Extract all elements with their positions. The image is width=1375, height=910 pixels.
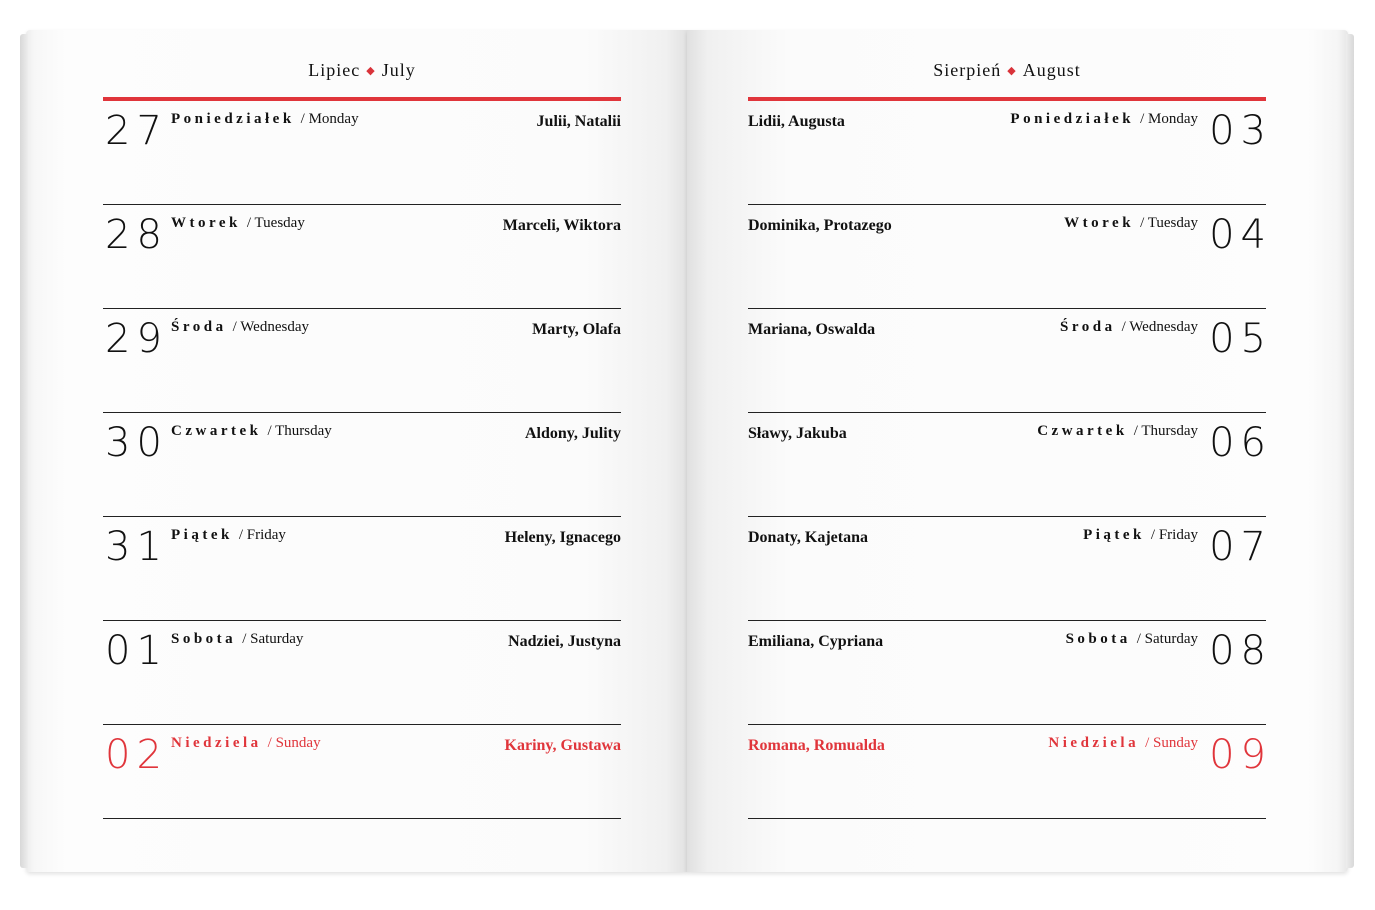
month-en: August xyxy=(1022,60,1081,80)
day-number: 30 xyxy=(105,420,168,466)
day-name-en: / Friday xyxy=(238,527,286,543)
day-name xyxy=(171,111,359,128)
page-edge-left xyxy=(20,34,28,868)
day-name-en: / Saturday xyxy=(242,631,304,647)
month-pl: Lipiec xyxy=(308,60,361,80)
name-days: Heleny, Ignacego xyxy=(504,529,621,546)
day-name-pl: Piątek xyxy=(1083,527,1145,543)
day-row[interactable] xyxy=(103,101,621,205)
day-number: 07 xyxy=(1209,524,1272,570)
month-en: July xyxy=(381,60,416,80)
day-name-pl: Wtorek xyxy=(171,215,241,231)
day-name-en: / Tuesday xyxy=(1140,215,1198,231)
day-name-pl: Środa xyxy=(171,319,227,335)
day-number: 01 xyxy=(105,628,168,674)
name-days: Aldony, Julity xyxy=(524,425,621,442)
day-number: 29 xyxy=(105,316,168,362)
day-name xyxy=(1048,735,1198,752)
name-days: Marceli, Wiktora xyxy=(502,217,621,234)
day-name xyxy=(1060,319,1198,336)
day-name-en: / Wednesday xyxy=(1121,319,1198,335)
day-row[interactable] xyxy=(748,621,1272,725)
name-days: Lidii, Augusta xyxy=(748,113,845,130)
day-name-en: / Thursday xyxy=(267,423,332,439)
day-name-pl: Poniedziałek xyxy=(171,111,295,127)
day-name-pl: Wtorek xyxy=(1064,215,1135,231)
day-number: 28 xyxy=(105,212,168,258)
day-number: 02 xyxy=(105,732,168,778)
day-name-pl: Poniedziałek xyxy=(1010,111,1135,127)
name-days: Dominika, Protazego xyxy=(748,217,892,234)
day-row[interactable] xyxy=(748,309,1272,413)
day-name-en: / Monday xyxy=(1140,111,1198,127)
day-name-pl: Sobota xyxy=(1065,631,1131,647)
day-name xyxy=(171,527,286,544)
day-number: 06 xyxy=(1209,420,1272,466)
day-number: 09 xyxy=(1209,732,1272,778)
day-number: 08 xyxy=(1209,628,1272,674)
page-edge-right xyxy=(1346,34,1354,868)
day-name xyxy=(1010,111,1198,128)
month-header-left xyxy=(103,60,621,81)
name-days: Julii, Natalii xyxy=(536,113,621,130)
name-days: Romana, Romualda xyxy=(748,737,885,754)
day-name xyxy=(171,735,321,752)
name-days: Marty, Olafa xyxy=(532,321,621,338)
day-name-pl: Niedziela xyxy=(171,735,262,751)
day-name-en: / Sunday xyxy=(267,735,321,751)
day-name-en: / Tuesday xyxy=(246,215,305,231)
day-row[interactable] xyxy=(748,413,1272,517)
day-name-en: / Thursday xyxy=(1133,423,1198,439)
name-days: Kariny, Gustawa xyxy=(504,737,621,754)
day-name xyxy=(171,631,303,648)
day-name-en: / Monday xyxy=(300,111,359,127)
name-days: Sławy, Jakuba xyxy=(748,425,847,442)
name-days: Donaty, Kajetana xyxy=(748,529,868,546)
day-row[interactable] xyxy=(103,309,621,413)
day-name-en: / Saturday xyxy=(1136,631,1198,647)
left-page xyxy=(26,30,687,872)
day-name-pl: Piątek xyxy=(171,527,233,543)
name-days: Emiliana, Cypriana xyxy=(748,633,884,650)
open-planner xyxy=(26,30,1348,872)
name-days: Mariana, Oswalda xyxy=(748,321,876,338)
day-name xyxy=(1064,215,1198,232)
day-row-sunday[interactable] xyxy=(748,725,1272,819)
diamond-icon: ◆ xyxy=(366,65,376,77)
day-name xyxy=(1066,631,1198,648)
day-name-pl: Czwartek xyxy=(171,423,262,439)
day-number: 05 xyxy=(1209,316,1272,362)
day-name xyxy=(171,215,305,232)
day-row[interactable] xyxy=(748,517,1272,621)
day-name-en: / Sunday xyxy=(1145,735,1198,751)
day-name xyxy=(171,423,332,440)
day-name-en: / Friday xyxy=(1150,527,1198,543)
right-page xyxy=(687,30,1348,872)
day-number: 03 xyxy=(1209,108,1272,154)
diamond-icon: ◆ xyxy=(1007,65,1017,77)
day-name xyxy=(171,319,309,336)
day-row[interactable] xyxy=(103,413,621,517)
month-pl: Sierpień xyxy=(933,60,1002,80)
day-row[interactable] xyxy=(103,205,621,309)
day-name-en: / Wednesday xyxy=(232,319,309,335)
day-row-sunday[interactable] xyxy=(103,725,621,819)
day-name xyxy=(1037,423,1198,440)
row-divider xyxy=(748,818,1266,820)
day-name-pl: Sobota xyxy=(171,631,237,647)
day-number: 27 xyxy=(105,108,168,154)
name-days: Nadziei, Justyna xyxy=(508,633,621,650)
day-name-pl: Czwartek xyxy=(1037,423,1128,439)
day-name xyxy=(1083,527,1198,544)
day-name-pl: Środa xyxy=(1060,319,1116,335)
day-number: 04 xyxy=(1209,212,1272,258)
day-name-pl: Niedziela xyxy=(1048,735,1140,751)
day-row[interactable] xyxy=(103,517,621,621)
month-header-right xyxy=(748,60,1266,81)
day-number: 31 xyxy=(105,524,168,570)
day-row[interactable] xyxy=(748,101,1272,205)
row-divider xyxy=(103,818,621,820)
day-row[interactable] xyxy=(748,205,1272,309)
day-row[interactable] xyxy=(103,621,621,725)
